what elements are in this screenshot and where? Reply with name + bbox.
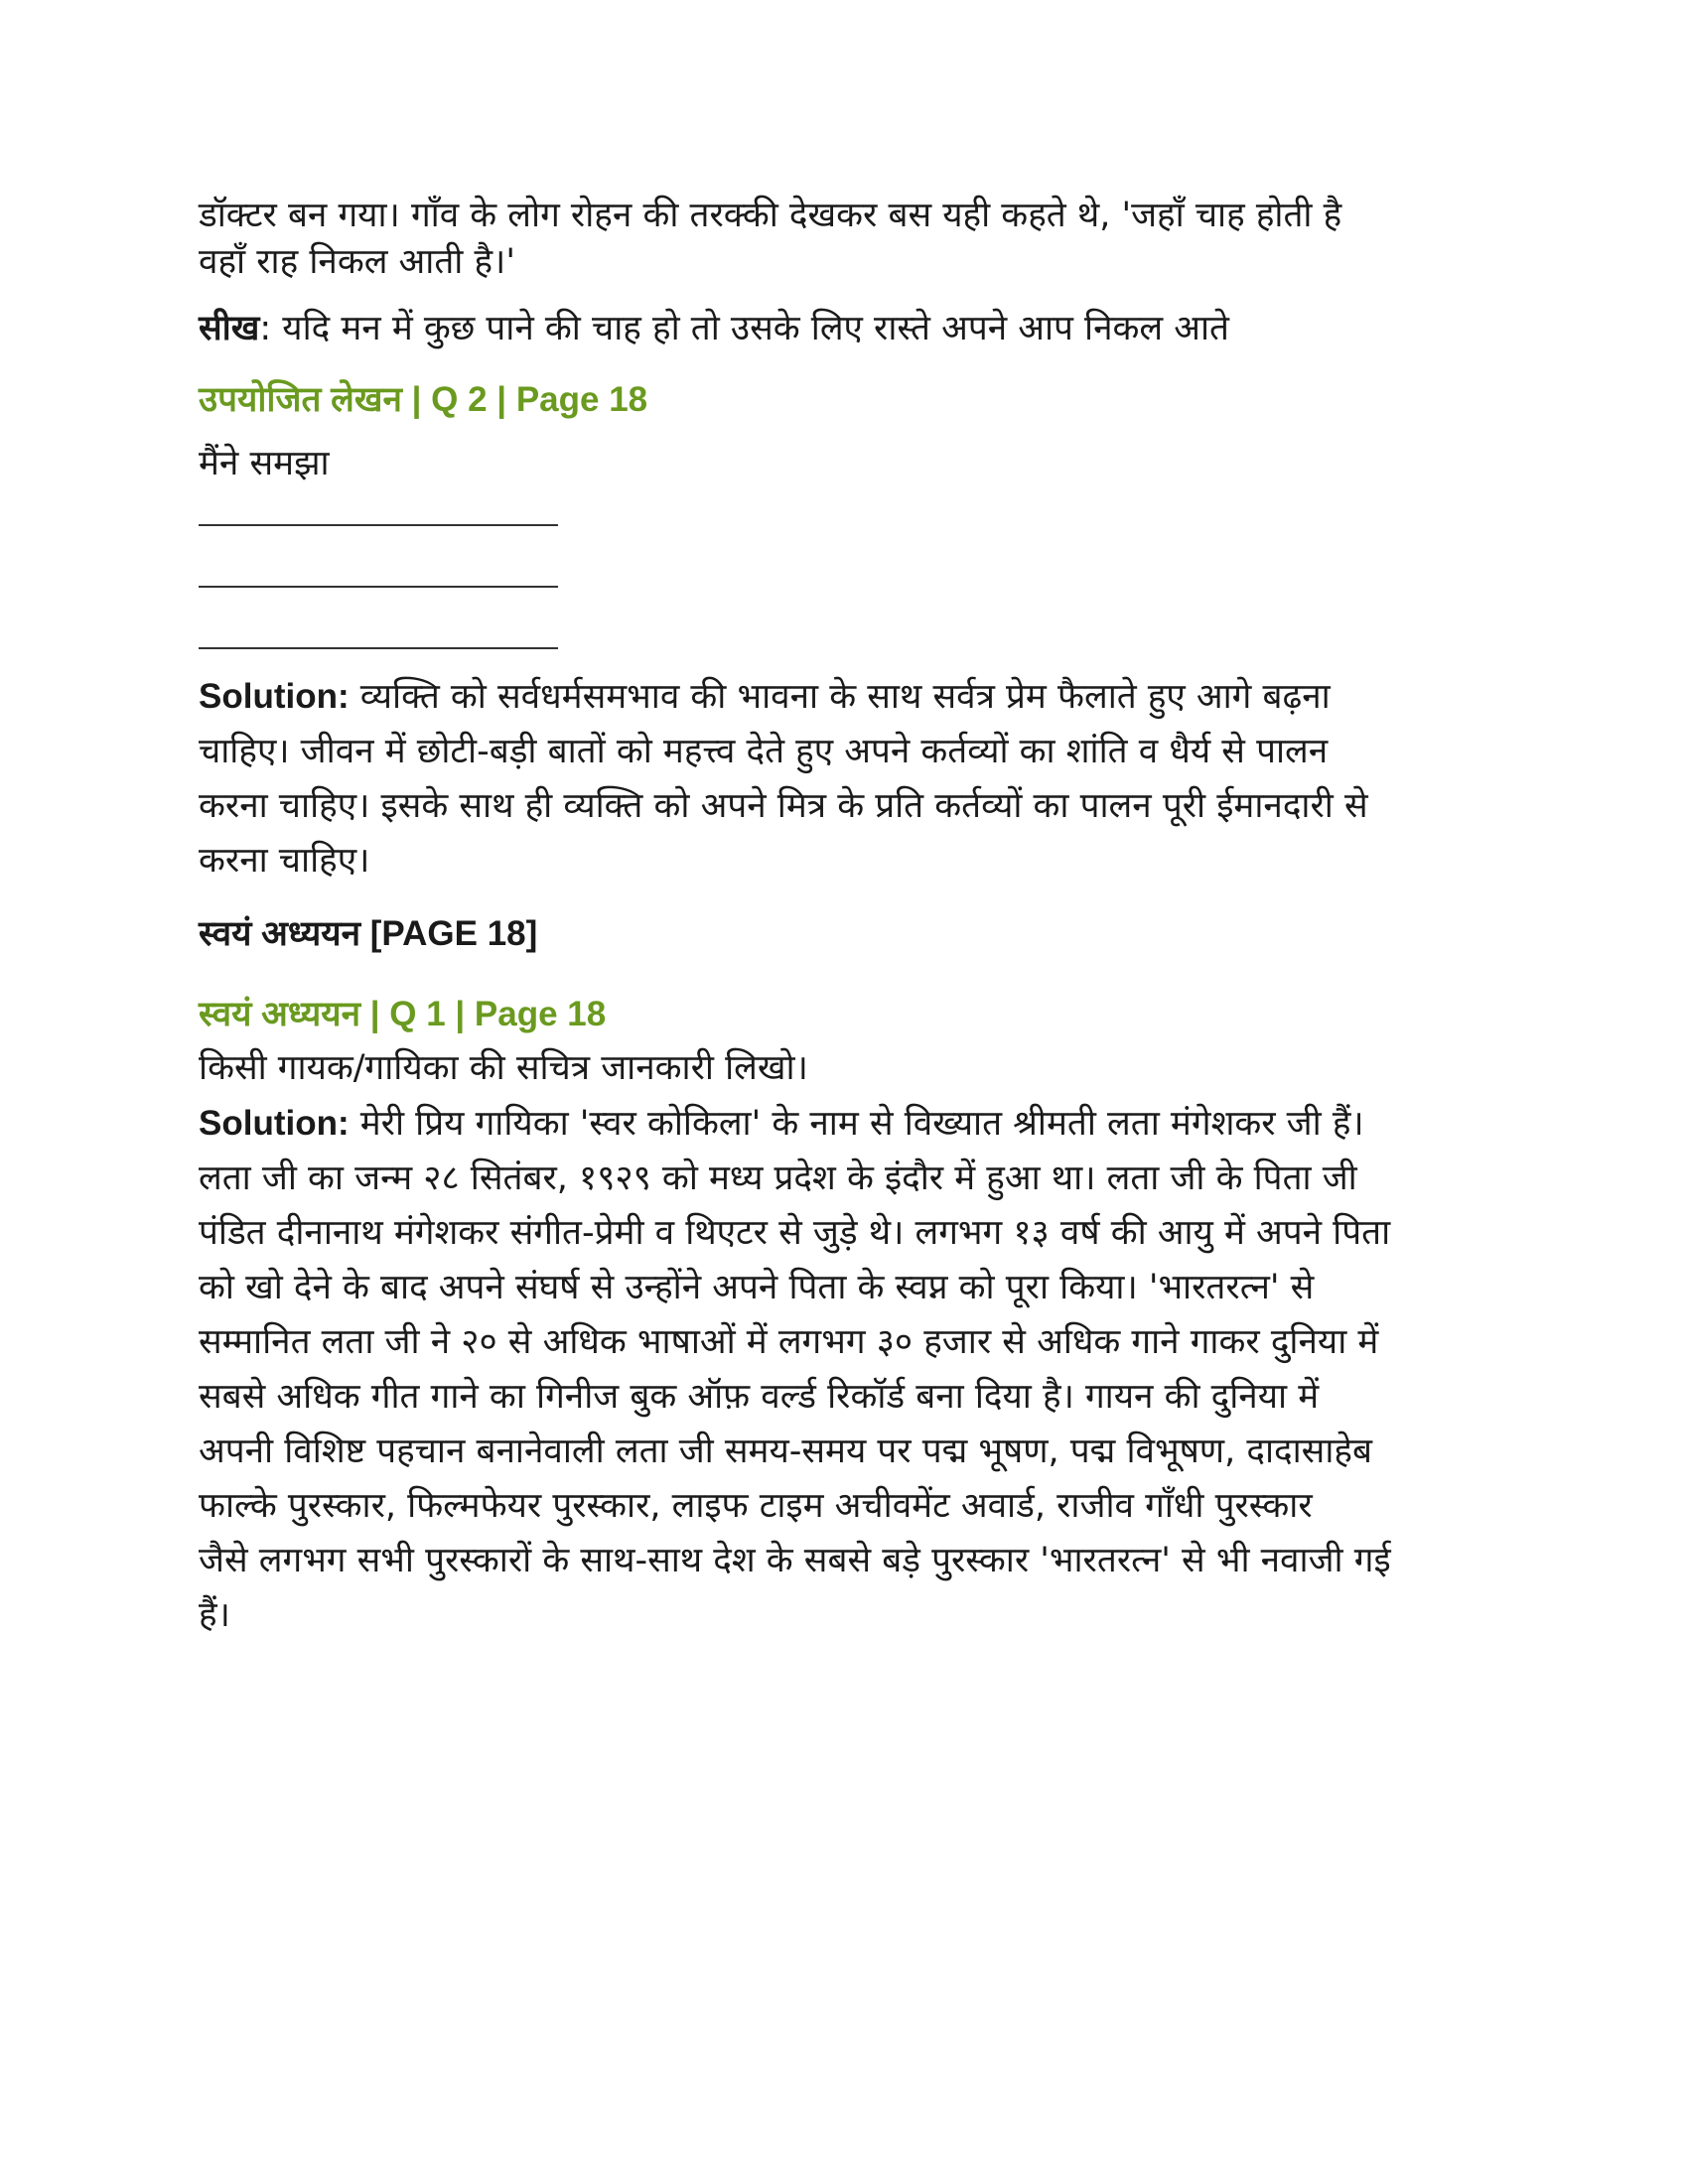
section1-solution-label: Solution: [199,677,350,716]
moral-text: : यदि मन में कुछ पाने की चाह हो तो उसके लिए रास्ते अपने आप निकल आते [259,309,1229,348]
answer-lines [199,524,1509,649]
section2-heading: स्वयं अध्ययन | Q 1 | Page 18 [199,995,607,1033]
section-title: स्वयं अध्ययन [PAGE 18] [199,914,538,953]
section2-solution-line-9: जैसे लगभग सभी पुरस्कारों के साथ-साथ देश के सबसे बड़े पुरस्कार 'भारतरत्न' से भी नवाजी गई [199,1541,1391,1580]
section1-heading: उपयोजित लेखन | Q 2 | Page 18 [199,380,648,419]
section2-prompt: किसी गायक/गायिका की सचित्र जानकारी लिखो। [199,1048,808,1088]
section2-solution-line-6: सबसे अधिक गीत गाने का गिनीज बुक ऑफ़ वर्ल्ड रिकॉर्ड बना दिया है। गायन की दुनिया में [199,1377,1320,1417]
section2-solution-line-5: सम्मानित लता जी ने २० से अधिक भाषाओं में लगभग ३० हजार से अधिक गाने गाकर दुनिया में [199,1322,1379,1362]
section1-solution-text-1: व्यक्ति को सर्वधर्मसमभाव की भावना के साथ सर्वत्र प्रेम फैलाते हुए आगे बढ़ना [349,677,1331,717]
section2-solution-line-7: अपनी विशिष्ट पहचान बनानेवाली लता जी समय-समय पर पद्म भूषण, पद्म विभूषण, दादासाहेब [199,1432,1372,1471]
answer-line-3 [199,647,558,649]
section1-solution-line-2: चाहिए। जीवन में छोटी-बड़ी बातों को महत्त्व देते हुए अपने कर्तव्यों का शांति व धैर्य से पालन [199,732,1329,771]
section1-solution [199,669,1509,888]
answer-line-1 [199,524,558,526]
section2-solution [199,1096,1509,1643]
intro-line-2: वहाँ राह निकल आती है।' [199,242,515,282]
section2-solution-line-10: हैं। [199,1595,230,1635]
answer-line-2 [199,586,558,588]
intro-line-1: डॉक्टर बन गया। गाँव के लोग रोहन की तरक्की देखकर बस यही कहते थे, 'जहाँ चाह होती है [199,196,1342,235]
moral-label: सीख [199,309,260,348]
moral-paragraph [199,302,1509,356]
section1-solution-line-4: करना चाहिए। [199,841,370,881]
section1-prompt: मैंने समझा [199,444,330,483]
document-page [199,189,1509,1643]
section1-solution-line-1 [199,669,1509,725]
section2-solution-line-3: पंडित दीनानाथ मंगेशकर संगीत-प्रेमी व थिएटर से जुड़े थे। लगभग १३ वर्ष की आयु में अपने पिता [199,1213,1391,1253]
section1-solution-line-3: करना चाहिए। इसके साथ ही व्यक्ति को अपने मित्र के प्रति कर्तव्यों का पालन पूरी ईमानदारी से [199,786,1368,826]
section2-solution-text-1: मेरी प्रिय गायिका 'स्वर कोकिला' के नाम से विख्यात श्रीमती लता मंगेशकर जी हैं। [349,1104,1364,1144]
section2-solution-label: Solution: [199,1104,350,1143]
section2-solution-line-1 [199,1096,1509,1152]
section2-solution-line-4: को खो देने के बाद अपने संघर्ष से उन्होंने अपने पिता के स्वप्न को पूरा किया। 'भारतरत्न' से [199,1268,1315,1307]
section2-solution-line-8: फाल्के पुरस्कार, फिल्मफेयर पुरस्कार, लाइफ टाइम अचीवमेंट अवार्ड, राजीव गाँधी पुरस्कार [199,1486,1313,1526]
section2-solution-line-2: लता जी का जन्म २८ सितंबर, १९२९ को मध्य प्रदेश के इंदौर में हुआ था। लता जी के पिता जी [199,1159,1357,1198]
intro-paragraph [199,189,1509,290]
